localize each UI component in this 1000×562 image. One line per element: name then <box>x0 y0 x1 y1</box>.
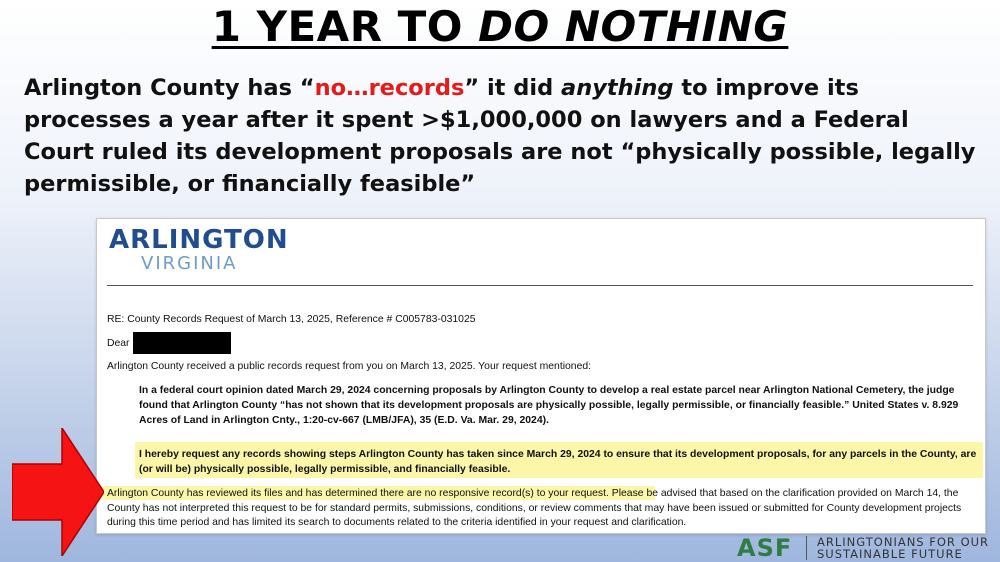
intro-paragraph: Arlington County received a public records request from you on March 13, 2025. Your request mentioned: <box>107 361 592 372</box>
title-part1: 1 YEAR TO <box>211 2 479 51</box>
subtitle-part3: to improve its processes a year after it spent >$1,000,000 on lawyers and a Federal Court ruled its development proposals are not “physically possible, legally permissible, or financially feasible” <box>24 75 976 197</box>
red-right-arrow-icon <box>12 428 104 556</box>
footer-divider <box>806 536 807 560</box>
quoted-opinion: In a federal court opinion dated March 29, 2024 concerning proposals by Arlington County to develop a real estate parcel near Arlington National Cemetery, the judge found that Arlington County “has not shown that its development proposals are physically possible, legally permissible, or financially feasible.” United States v. 8.929 Acres of Land in Arlington Cnty., 1:20-cv-667 (LMB/JFA), 35 (E.D. Va. Mar. 29, 2024). <box>139 385 959 426</box>
org-name-line2: SUSTAINABLE FUTURE <box>817 547 963 561</box>
re-line: RE: County Records Request of March 13, 2025, Reference # C005783-031025 <box>107 314 476 325</box>
subtitle-part1: Arlington County has “ <box>24 75 315 101</box>
subtitle-italic: anything <box>561 75 674 101</box>
asf-org-name <box>817 536 989 560</box>
virginia-logo-text: VIRGINIA <box>141 253 238 274</box>
title-part2: DO NOTHING <box>478 2 789 51</box>
response-paragraph: Arlington County has reviewed its files and has determined there are no responsive record(s) to your request. Please be advised that based on the clarification provided on March 14, the County has not interpreted this request to be for standard permits, submissions, conditions, or review comments that may have been issued or submitted for County development projects during this time period and has limited its search to documents related to the criteria identified in your request and clarification. <box>107 488 962 528</box>
subtitle-part2: ” it did <box>464 75 562 101</box>
subtitle-red: no…records <box>314 75 465 101</box>
slide-title <box>0 2 1000 51</box>
quoted-request: I hereby request any records showing steps Arlington County has taken since March 29, 2024 to ensure that its development proposals, for any parcels in the County, are (or will be) physically possible, legally permissible, and financially feasible. <box>139 449 977 475</box>
slide-subtitle <box>24 72 984 200</box>
org-name-line1: ARLINGTONIANS FOR OUR <box>817 535 990 549</box>
redaction-box <box>133 332 231 354</box>
asf-logo: ASF <box>737 534 793 562</box>
salutation: Dear <box>107 338 130 349</box>
arlington-logo: ARLINGTON <box>109 225 289 255</box>
letter-screenshot <box>96 218 986 534</box>
letterhead-divider <box>107 285 973 286</box>
